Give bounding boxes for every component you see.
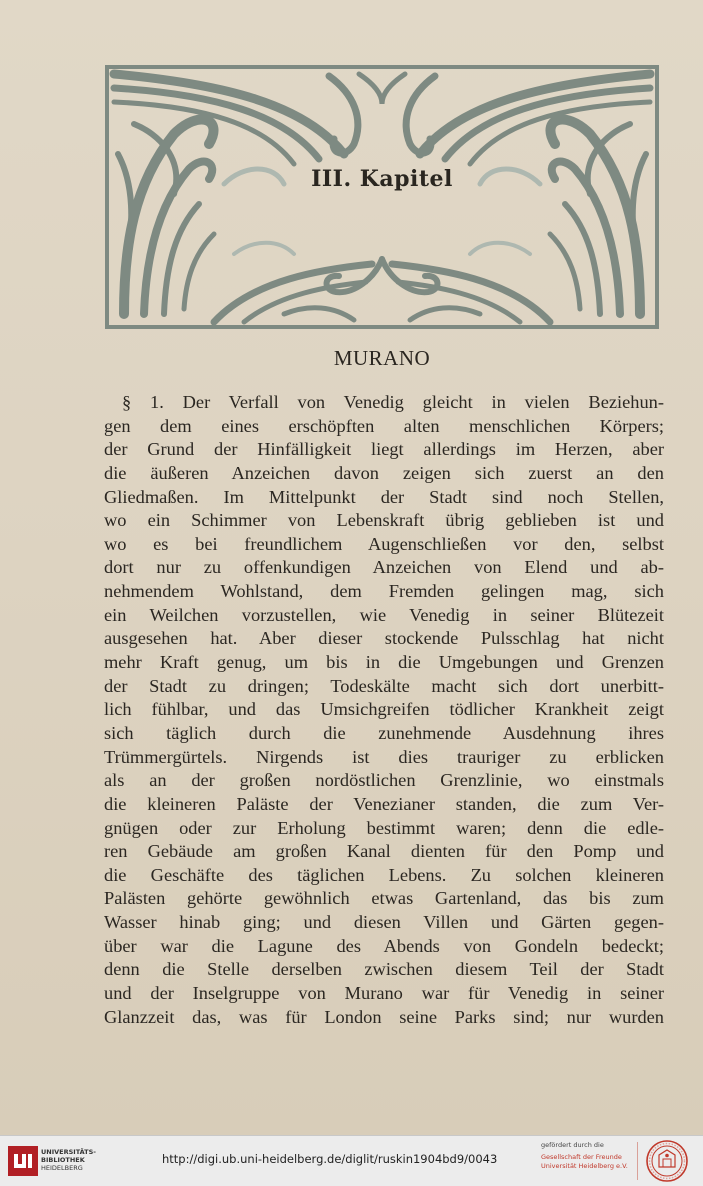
text-line: § 1. Der Verfall von Venedig gleicht in vielen Beziehun- — [122, 392, 664, 412]
university-seal-icon — [645, 1139, 689, 1183]
text-line: sich täglich durch die zunehmende Ausdehnung ihres — [104, 722, 664, 743]
text-line: ausgesehen hat. Aber dieser stockende Pulsschlag hat nicht — [104, 628, 664, 649]
text-line: gnügen oder zur Erholung bestimmt waren; denn die edle- — [104, 817, 664, 838]
chapter-heading: III. Kapitel — [311, 166, 453, 192]
text-line: nehmendem Wohlstand, dem Fremden gelingen mag, sich — [104, 581, 664, 602]
sponsor-label: gefördert durch die — [541, 1141, 604, 1149]
text-line: über war die Lagune des Abends von Gondeln bedeckt; — [104, 935, 664, 956]
text-line: die kleineren Paläste der Venezianer standen, die zum Ver- — [104, 793, 664, 814]
text-line: wo ein Schimmer von Lebenskraft übrig geblieben ist und — [104, 510, 664, 531]
text-line: gen dem eines erschöpften alten menschlichen Körpers; — [104, 415, 664, 436]
text-line: der Stadt zu dringen; Todeskälte macht sich dort unerbitt- — [104, 675, 664, 696]
section-heading: MURANO — [333, 346, 431, 370]
text-line: lich fühlbar, und das Umsichgreifen tödlicher Krankheit zeigt — [104, 699, 664, 720]
ub-heidelberg-logo-icon — [8, 1146, 38, 1176]
text-line: die äußeren Anzeichen davon zeigen sich zuerst an den — [104, 462, 664, 483]
text-line: ren Gebäude am großen Kanal dienten für den Pomp und — [104, 841, 664, 862]
library-name: UNIVERSITÄTS- BIBLIOTHEK HEIDELBERG — [41, 1148, 96, 1172]
text-line: Trümmergürtels. Nirgends ist dies trauriger zu erblicken — [104, 746, 664, 767]
permalink-url[interactable]: http://digi.ub.uni-heidelberg.de/diglit/ruskin1904bd9/0043 — [162, 1152, 498, 1166]
text-line: mehr Kraft genug, um bis in die Umgebungen und Grenzen — [104, 652, 664, 673]
text-line: Palästen gehörte gewöhnlich etwas Gartenland, das bis zum — [104, 888, 664, 909]
text-line: der Grund der Hinfälligkeit liegt allerdings im Herzen, aber — [104, 439, 664, 460]
text-line: ein Weilchen vorzustellen, wie Venedig in seiner Blütezeit — [104, 604, 664, 625]
digitization-footer — [0, 1135, 703, 1186]
text-line: Wasser hinab ging; und diesen Villen und Gärten gegen- — [104, 912, 664, 933]
text-line: denn die Stelle derselben zwischen diesem Teil der Stadt — [104, 959, 664, 980]
text-line: und der Inselgruppe von Murano war für Venedig in seiner — [104, 983, 664, 1004]
text-line: dort nur zu offenkundigen Anzeichen von Elend und ab- — [104, 557, 664, 578]
sponsor-divider — [637, 1142, 638, 1180]
text-line: als an der großen nordöstlichen Grenzlinie, wo einstmals — [104, 770, 664, 791]
body-paragraph — [104, 391, 664, 1029]
text-line: Glanzzeit das, was für London seine Parks sind; nur wurden — [104, 1006, 664, 1027]
text-line: die Geschäfte des täglichen Lebens. Zu solchen kleineren — [104, 864, 664, 885]
text-line: Gliedmaßen. Im Mittelpunkt der Stadt sind noch Stellen, — [104, 486, 664, 507]
text-line: wo es bei freundlichem Augenschließen vor den, selbst — [104, 533, 664, 554]
art-nouveau-frame-ornament — [104, 64, 660, 330]
sponsor-name: Gesellschaft der Freunde Universität Heidelberg e.V. — [541, 1153, 628, 1170]
